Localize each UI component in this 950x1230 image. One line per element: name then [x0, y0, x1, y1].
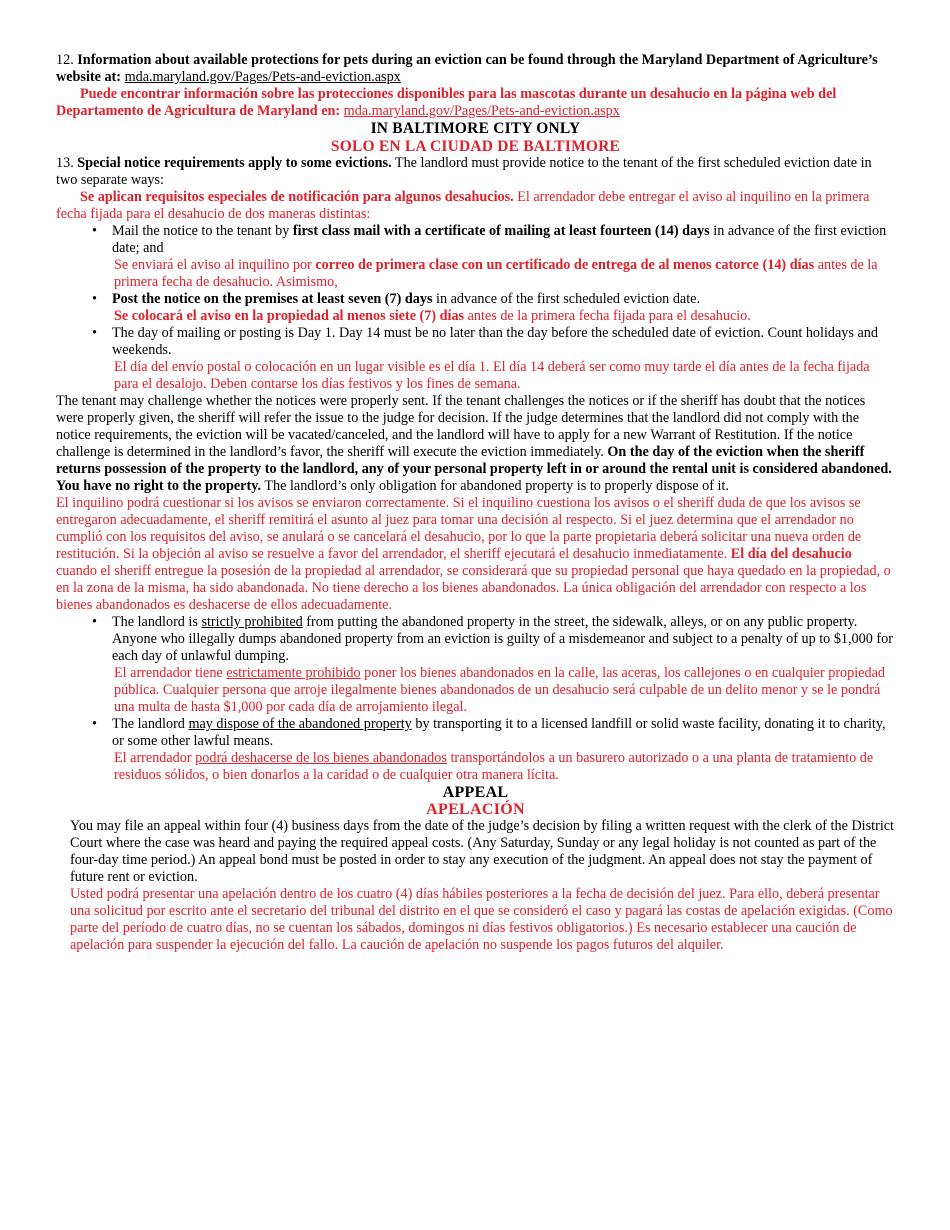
bullet-text: in advance of the first scheduled eviction date.: [432, 291, 700, 307]
bullet-text-es: Se enviará el aviso al inquilino por: [114, 257, 316, 273]
bullet-underline: strictly prohibited: [201, 614, 303, 630]
appeal-text-es: Usted podrá presentar una apelación dentro de los cuatro (4) días hábiles posteriores a la fecha de decisión del juez. Para ello, deberá presentar una solicitud por escrito ante el secretario del tribunal del distrito en el que se consideró el caso y pagará las costas de apelación exigidas. (Como parte del período de cuatro días, no se cuentan los sábados, domingos ni días festivos obligatorios.) Es necesario establecer una caución de apelación para suspender la ejecución del fallo. La caución de apelación no suspende los pagos futuros del alquiler.: [70, 886, 893, 953]
list-item: [56, 291, 895, 325]
bullet-text-es: El arrendador tiene: [114, 665, 227, 681]
appeal-section: [56, 818, 895, 954]
item-13-en: [56, 155, 895, 189]
pets-eviction-link-es[interactable]: mda.maryland.gov/Pages/Pets-and-eviction.aspx: [343, 103, 620, 119]
bullet-text-es: antes de la primera fecha fijada para el desahucio.: [464, 308, 751, 324]
notice-requirements-list: [56, 223, 895, 393]
challenge-paragraph-es: [56, 495, 895, 614]
list-item: [56, 716, 895, 784]
bullet-text: The day of mailing or posting is Day 1. Day 14 must be no later than the day before the scheduled date of eviction. Count holidays and weekends.: [112, 325, 878, 358]
item-number: 12.: [56, 52, 78, 68]
bullet-bold-es: Se colocará el aviso en la propiedad al menos siete (7) días: [114, 308, 465, 324]
bullet-underline-es: podrá deshacerse de los bienes abandonados: [195, 750, 447, 766]
bullet-icon: •: [92, 716, 97, 732]
bullet-text: in advance of the first eviction date; and: [112, 223, 887, 256]
bullet-underline-es: estrictamente prohibido: [226, 665, 361, 681]
item-12-es: [56, 86, 895, 120]
appeal-text: You may file an appeal within four (4) business days from the date of the judge’s decision by filing a written request with the clerk of the District Court where the case was heard and paying the required appeal costs. (Any Saturday, Sunday or any legal holiday is not counted as part of the four-day time period.) An appeal bond must be posted in order to stay any execution of the judgment. An appeal does not stay the payment of future rent or eviction.: [70, 818, 894, 885]
item-13-text-es: El arrendador debe entregar el aviso al inquilino en la primera fecha fijada para el desahucio de dos maneras distintas:: [56, 189, 870, 222]
list-item: [56, 614, 895, 716]
bullet-icon: •: [92, 325, 97, 341]
bullet-icon: •: [92, 223, 97, 239]
appeal-heading-es: APELACIÓN: [426, 801, 525, 818]
bullet-text: from putting the abandoned property in the street, the sidewalk, alleys, or on any public property. Anyone who illegally dumps abandoned property from an eviction is guilty of a misdemeanor and subject to a penalty of up to $1,000 for each day of unlawful dumping.: [112, 614, 893, 664]
challenge-tail: The landlord’s only obligation for abandoned property is to properly dispose of it.: [261, 478, 729, 494]
item-13-es: [56, 189, 895, 223]
challenge-bold-es: El día del desahucio: [730, 546, 852, 562]
bullet-text-es: poner los bienes abandonados en la calle, las aceras, los callejones o en cualquier propiedad pública. Cualquier persona que arroje ilegalmente bienes abandonados de un desahucio será culpable de un delito menor y se le pondrá una multa de hasta $1,000 por cada día de arrojamiento ilegal.: [114, 665, 885, 715]
baltimore-heading: IN BALTIMORE CITY ONLY: [370, 120, 581, 137]
item-13-heading: Special notice requirements apply to some evictions.: [77, 155, 392, 171]
challenge-paragraph: [56, 393, 895, 495]
item-number: 13.: [56, 155, 78, 171]
bullet-text: The landlord: [112, 716, 189, 732]
item-12-heading: Information about available protections for pets during an eviction can be found through the Maryland Department of Agriculture’s website at:: [56, 52, 878, 85]
bullet-icon: •: [92, 614, 97, 630]
bullet-bold-es: correo de primera clase con un certificado de entrega de al menos catorce (14) días: [315, 257, 815, 273]
bullet-bold: first class mail with a certificate of mailing at least fourteen (14) days: [292, 223, 710, 239]
appeal-heading: APPEAL: [442, 784, 509, 801]
bullet-text-es: El arrendador: [114, 750, 196, 766]
item-13-heading-es: Se aplican requisitos especiales de notificación para algunos desahucios.: [80, 189, 514, 205]
bullet-bold: Post the notice on the premises at least seven (7) days: [112, 291, 433, 307]
bullet-text: Mail the notice to the tenant by: [112, 223, 293, 239]
item-12-en: [56, 52, 895, 86]
pets-eviction-link[interactable]: mda.maryland.gov/Pages/Pets-and-eviction.aspx: [124, 69, 401, 85]
list-item: [56, 223, 895, 291]
bullet-text: The landlord is: [112, 614, 202, 630]
list-item: [56, 325, 895, 393]
bullet-icon: •: [92, 291, 97, 307]
bullet-text: by transporting it to a licensed landfill or solid waste facility, donating it to charity, or some other lawful means.: [112, 716, 886, 749]
item-13-text: The landlord must provide notice to the tenant of the first scheduled eviction date in two separate ways:: [56, 155, 872, 188]
bullet-text-es: transportándolos a un basurero autorizado o a una planta de tratamiento de residuos sólidos, o bien donarlos a la caridad o de cualquier otra manera lícita.: [114, 750, 874, 783]
bullet-underline: may dispose of the abandoned property: [188, 716, 412, 732]
bullet-text-es: El día del envío postal o colocación en un lugar visible es el día 1. El día 14 deberá ser como muy tarde el día antes de la fecha fijada para el desalojo. Deben contarse los días festivos y los fines de semana.: [114, 359, 870, 392]
challenge-text-es: El inquilino podrá cuestionar si los avisos se enviaron correctamente. Si el inquilino cuestiona los avisos o el sheriff duda de que los avisos se entregaron adecuadamente, el sheriff remitirá el asunto al juez para tomar una decisión al respecto. Si el juez determina que el arrendador no cumplió con los requisitos del aviso, se anulará o se cancelará el desahucio, por lo que la parte propietaria deberá solicitar una nueva orden de restitución. Si la objeción al aviso se resuelve a favor del arrendador, el sheriff ejecutará el desahucio inmediatamente.: [56, 495, 862, 562]
baltimore-heading-es: SOLO EN LA CIUDAD DE BALTIMORE: [330, 137, 621, 155]
item-12-heading-es: Puede encontrar información sobre las protecciones disponibles para las mascotas durante un desahucio en la página web del Departamento de Agricultura de Maryland en:: [56, 86, 837, 119]
abandoned-property-list: [56, 614, 895, 784]
challenge-tail-es: cuando el sheriff entregue la posesión de la propiedad al arrendador, se considerará que su propiedad personal que haya quedado en la propiedad, o en la zona de la misma, ha sido abandonada. No tiene derecho a los bienes abandonados. La única obligación del arrendador con respecto a los bienes abandonados es deshacerse de ellos adecuadamente.: [56, 563, 891, 613]
challenge-text: The tenant may challenge whether the notices were properly sent. If the tenant challenges the notices or if the sheriff has doubt that the notices were properly given, the sheriff will refer the issue to the judge for decision. If the judge determines that the landlord did not comply with the notice requirements, the eviction will be vacated/canceled, and the landlord will have to apply for a new Warrant of Restitution. If the notice challenge is determined in the landlord’s favor, the sheriff will execute the eviction immediately.: [56, 393, 866, 460]
bullet-text-es: antes de la primera fecha de desahucio. Asimismo,: [114, 257, 878, 290]
challenge-bold: On the day of the eviction when the sheriff returns possession of the property to the landlord, any of your personal property left in or around the rental unit is considered abandoned. You have no right to the property.: [56, 444, 892, 494]
